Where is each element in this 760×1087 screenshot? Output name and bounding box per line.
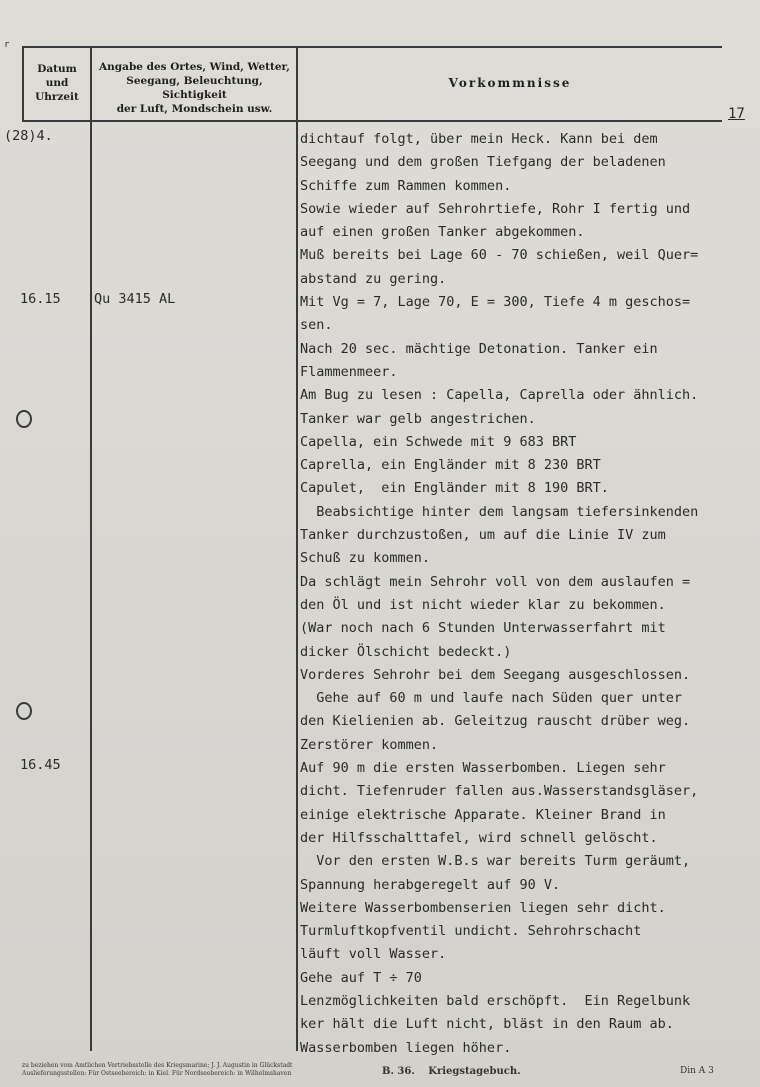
log-line: den Kielienien ab. Geleitzug rauscht drüber weg. — [300, 713, 691, 730]
log-line: Schuß zu kommen. — [300, 550, 431, 567]
log-line: Tanker war gelb angestrichen. — [300, 410, 536, 427]
log-line: dichtauf folgt, über mein Heck. Kann bei dem — [300, 131, 658, 147]
log-line: Wasserbomben liegen höher. — [300, 1039, 512, 1056]
log-line: Da schlägt mein Sehrohr voll von dem auslaufen = — [300, 573, 691, 590]
header-rule-top — [22, 46, 722, 48]
log-line: Zerstörer kommen. — [300, 736, 439, 753]
header-location-line-1: Angabe des Ortes, Wind, Wetter, — [99, 61, 290, 73]
footer-format: Din A 3 — [680, 1066, 714, 1076]
log-line: Vorderes Sehrohr bei dem Seegang ausgeschlossen. — [300, 666, 691, 683]
log-line: abstand zu gering. — [300, 270, 447, 287]
log-line: Auf 90 m die ersten Wasserbomben. Liegen sehr — [300, 760, 666, 777]
log-line: Gehe auf T ÷ 70 — [300, 969, 422, 986]
log-line: auf einen großen Tanker abgekommen. — [300, 224, 585, 241]
log-line: Spannung herabgeregelt auf 90 V. — [300, 876, 561, 893]
log-line: Flammenmeer. — [300, 363, 398, 380]
log-line: Gehe auf 60 m und laufe nach Süden quer unter — [300, 690, 683, 707]
log-line: Beabsichtige hinter dem langsam tiefersinkenden — [300, 503, 699, 520]
entry-place-1615: Qu 3415 AL — [94, 291, 176, 307]
log-line: Muß bereits bei Lage 60 - 70 schießen, weil Quer= — [300, 247, 699, 264]
log-line: Capulet, ein Engländer mit 8 190 BRT. — [300, 480, 609, 497]
log-line: Weitere Wasserbombenserien liegen sehr dicht. — [300, 899, 666, 916]
log-line: Vor den ersten W.B.s war bereits Turm geräumt, — [300, 853, 691, 870]
log-line: Turmluftkopfventil undicht. Sehrohrschacht — [300, 923, 642, 940]
log-line: (War noch nach 6 Stunden Unterwasserfahrt mit — [300, 620, 666, 637]
log-line: sen. — [300, 317, 333, 334]
log-line: Lenzmöglichkeiten bald erschöpft. Ein Regelbunk — [300, 992, 691, 1009]
log-line: dicht. Tiefenruder fallen aus.Wasserstandsgläser, — [300, 783, 699, 800]
header-location-line-3: der Luft, Mondschein usw. — [116, 103, 273, 115]
header-time-line: Uhrzeit — [35, 91, 79, 103]
footer-publisher-line-2: Auslieferungsstellen: Für Ostseebereich: in Kiel. Für Nordseebereich: in Wilhelmshaven — [22, 1070, 292, 1077]
log-line: Mit Vg = 7, Lage 70, E = 300, Tiefe 4 m geschos= — [300, 294, 691, 311]
entry-time-1615: 16.15 — [20, 291, 61, 307]
header-date-line: Datum — [37, 63, 77, 75]
footer-form — [382, 1066, 521, 1077]
log-line: dicker Ölschicht bedeckt.) — [300, 643, 512, 660]
log-line: ker hält die Luft nicht, bläst in den Raum ab. — [300, 1016, 674, 1033]
log-line: Sowie wieder auf Sehrohrtiefe, Rohr I fertig und — [300, 200, 691, 217]
log-line: einige elektrische Apparate. Kleiner Brand in — [300, 806, 666, 823]
header-and-line: und — [45, 77, 69, 89]
column-divider-2 — [296, 46, 298, 1051]
header-date-time — [24, 62, 90, 104]
log-line: Caprella, ein Engländer mit 8 230 BRT — [300, 457, 601, 474]
punch-hole-icon — [16, 702, 32, 720]
corner-mark: r — [4, 40, 10, 50]
header-events: Vorkommnisse — [448, 76, 572, 90]
entry-time-1645: 16.45 — [20, 757, 61, 773]
header-location-line-2: Seegang, Beleuchtung, Sichtigkeit — [126, 75, 263, 101]
entry-date: (28)4. — [4, 128, 53, 144]
footer-title: Kriegstagebuch. — [428, 1066, 521, 1077]
log-line: der Hilfsschalttafel, wird schnell gelöscht. — [300, 829, 658, 846]
column-divider-1 — [90, 46, 92, 1051]
header-location-weather — [93, 60, 296, 116]
log-line: Nach 20 sec. mächtige Detonation. Tanker ein — [300, 340, 658, 357]
log-line: läuft voll Wasser. — [300, 946, 447, 963]
log-line: den Öl und ist nicht wieder klar zu bekommen. — [300, 596, 666, 613]
log-line: Tanker durchzustoßen, um auf die Linie IV zum — [300, 527, 666, 544]
page-number: 17 — [728, 106, 745, 122]
header-rule-bottom — [22, 120, 722, 122]
log-line: Schiffe zum Rammen kommen. — [300, 177, 512, 194]
events-text — [300, 128, 760, 1060]
footer-publisher-line-1: zu beziehen vom Amtlichen Vertriebsstelle des Kriegsmarine; J. J. Augustin in Glückstadt — [22, 1062, 293, 1069]
log-line: Capella, ein Schwede mit 9 683 BRT — [300, 433, 577, 450]
footer-form-number: B. 36. — [382, 1066, 415, 1077]
punch-hole-icon — [16, 410, 32, 428]
footer-publisher — [22, 1062, 362, 1078]
log-line: Am Bug zu lesen : Capella, Caprella oder ähnlich. — [300, 387, 699, 404]
log-line: Seegang und dem großen Tiefgang der beladenen — [300, 154, 666, 171]
